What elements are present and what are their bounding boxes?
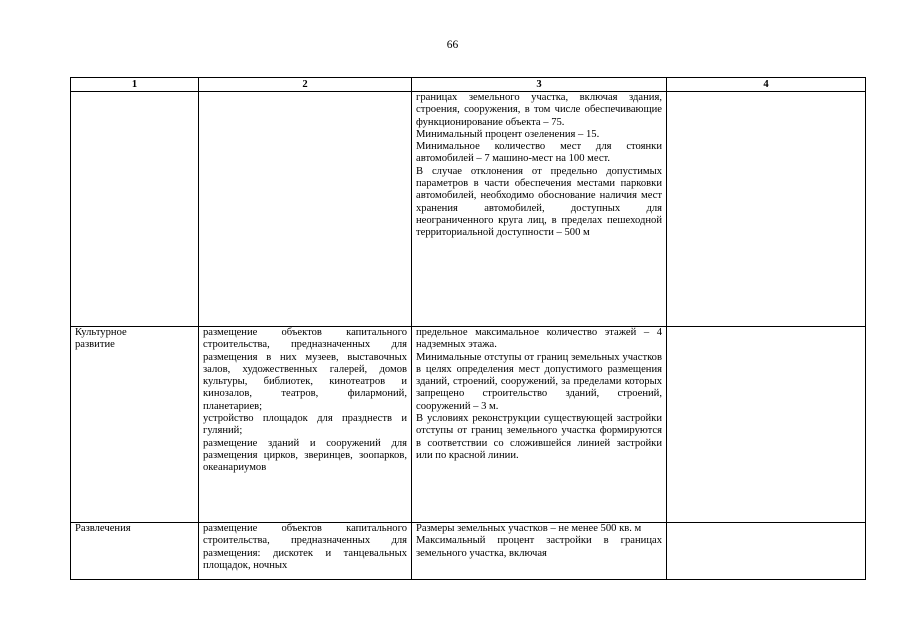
zoning-regulations-table	[70, 77, 866, 580]
table-row	[71, 523, 866, 580]
use-description-cell	[199, 92, 412, 327]
header-col-3: 3	[412, 78, 667, 92]
header-col-4: 4	[667, 78, 866, 92]
table-header-row	[71, 78, 866, 92]
header-col-1: 1	[71, 78, 199, 92]
page-number: 66	[446, 39, 459, 51]
parameter-text: границах земельного участка, включая здания, строения, сооружения, в том числе обеспечивающие функционирование объекта – 75.	[416, 92, 662, 128]
parameter-text: В случае отклонения от предельно допустимых параметров в части обеспечения местами парковки автомобилей, необходимо обоснование наличия мест хранения автомобилей, доступных для неограниченного круга лиц, в пределах пешеходной территориальной доступности – 500 м	[416, 165, 662, 239]
use-description-text: размещение объектов капитального строительства, предназначенных для размещения: дискотек и танцевальных площадок, ночных	[203, 523, 407, 571]
use-description-cell	[199, 327, 412, 523]
use-description-cell	[199, 523, 412, 580]
parameter-text: Минимальный процент озеленения – 15.	[416, 128, 600, 140]
table-row	[71, 327, 866, 523]
use-name-cell	[71, 92, 199, 327]
use-name: Культурное развитие	[75, 327, 127, 351]
use-description-text: устройство площадок для празднеств и гуляний;	[203, 413, 407, 437]
parameter-text: В условиях реконструкции существующей застройки отступы от границ земельного участка формируются в соответствии со сложившейся линией застройки или по красной линии.	[416, 413, 662, 461]
parameter-text: предельное максимальное количество этажей – 4 надземных этажа.	[416, 327, 662, 351]
parameters-cell	[412, 327, 667, 523]
use-name: Развлечения	[75, 523, 131, 534]
table-row	[71, 92, 866, 327]
use-description-text: размещение зданий и сооружений для размещения цирков, зверинцев, зоопарков, океанариумов	[203, 437, 407, 474]
use-description-text: размещение объектов капитального строительства, предназначенных для размещения в них музеев, выставочных залов, художественных галерей, домов культуры, библиотек, кинотеатров и кинозалов, театров, филармоний, планетариев;	[203, 327, 407, 412]
header-col-2: 2	[199, 78, 412, 92]
parameter-text: Минимальное количество мест для стоянки автомобилей – 7 машино-мест на 100 мест.	[416, 141, 662, 165]
notes-cell	[667, 327, 866, 523]
parameters-cell	[412, 92, 667, 327]
use-name-cell	[71, 523, 199, 580]
parameter-text: Максимальный процент застройки в границах земельного участка, включая	[416, 535, 662, 559]
notes-cell	[667, 523, 866, 580]
use-name-cell	[71, 327, 199, 523]
parameters-cell	[412, 523, 667, 580]
parameter-text: Размеры земельных участков – не менее 500 кв. м	[416, 523, 642, 534]
parameter-text: Минимальные отступы от границ земельных участков в целях определения мест допустимого размещения зданий, строений, сооружений, за пределами которых запрещено строительство зданий, строений, сооружений – 3 м.	[416, 351, 662, 412]
notes-cell	[667, 92, 866, 327]
